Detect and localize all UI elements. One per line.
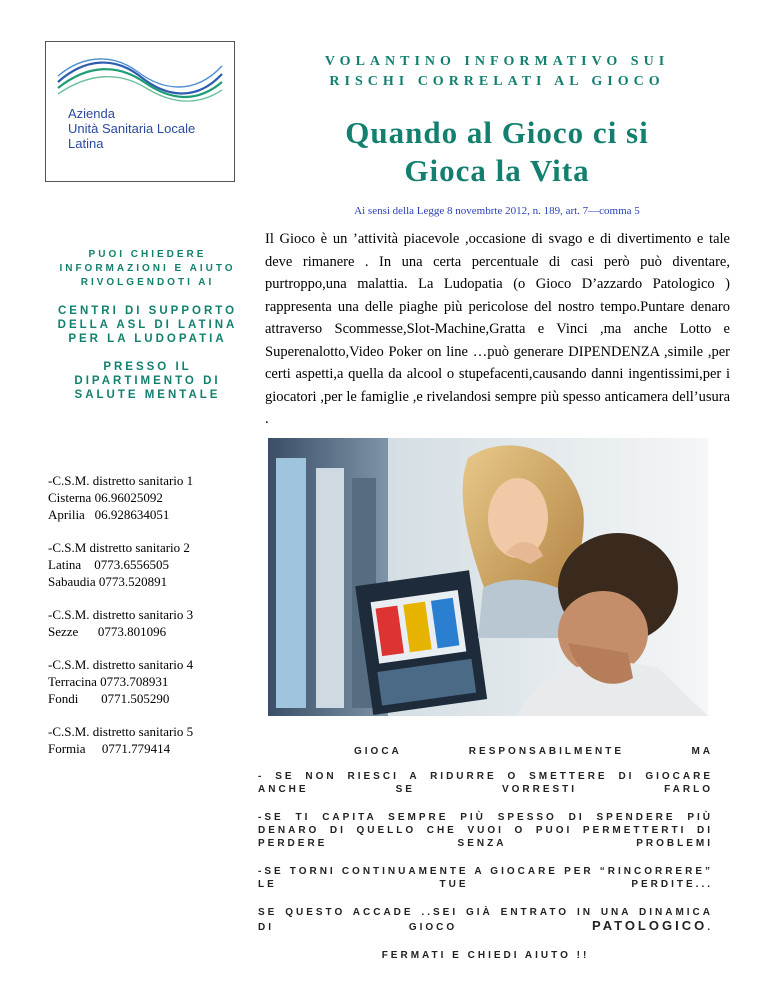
center-city: Sezze <box>48 624 79 639</box>
center-entry <box>48 489 258 506</box>
asl-logo <box>45 41 235 182</box>
page-title <box>262 114 732 190</box>
advice-final: FERMATI E CHIEDI AIUTO !! <box>381 950 590 961</box>
center-phone: 0773.520891 <box>98 574 168 589</box>
advice-item <box>258 906 713 934</box>
center-phone: 0773.6556505 <box>94 557 169 572</box>
slot-machine-photo <box>268 438 708 716</box>
center-title: -C.S.M distretto sanitario 2 <box>48 540 190 555</box>
intro-paragraph: Il Gioco è un ’attività piacevole ,occasione di svago e di divertimento e tale deve rimanere . In una certa percentuale di casi però può diventare, purtroppo,una malattia. La Ludopatia (o Gioco D’azzardo Patologico ) rappresenta una delle piaghe più pericolose del nostro tempo.Puntare denaro attraverso Scommesse,Slot-Machine,Gratta e Vinci ,ma anche Lotto e Superenalotto,Video Poker on line …può generare DIPENDENZA ,simile ,per certi aspetti,a quella da alcool o stupefacenti,causando danni ingentissimi,per i giocatori ,per le famiglie ,e rivelandosi sempre più spesso anticamera dell’usura . <box>265 231 730 427</box>
advice-heading: GIOCA RESPONSABILMENTE MA <box>354 746 713 757</box>
center-entry <box>48 673 258 690</box>
center-phone: 0771.505290 <box>101 691 170 706</box>
center-city: Cisterna <box>48 490 92 505</box>
center-city: Terracina <box>48 674 97 689</box>
wave-logo-icon <box>56 52 224 104</box>
advice-item-end: . <box>707 922 713 933</box>
center-district-2 <box>48 539 258 590</box>
logo-line: Unità Sanitaria Locale <box>68 121 196 136</box>
center-city: Sabaudia <box>48 574 96 589</box>
center-phone: 0771.779414 <box>101 741 171 756</box>
title-line: Quando al Gioco ci si <box>345 115 649 150</box>
center-district-5 <box>48 723 258 757</box>
logo-line: Latina <box>68 136 104 151</box>
center-phone: 0773.801096 <box>97 624 167 639</box>
center-entry <box>48 556 258 573</box>
center-title: -C.S.M. distretto sanitario 3 <box>48 607 194 622</box>
sidebar-centers: CENTRI DI SUPPORTO DELLA ASL DI LATINA PER LA LUDOPATIA <box>57 305 238 345</box>
kicker-line: VOLANTINO INFORMATIVO SUI <box>324 54 670 69</box>
center-city: Latina <box>48 557 82 572</box>
support-sidebar <box>45 248 250 416</box>
sidebar-intro: PUOI CHIEDERE INFORMAZIONI E AIUTO RIVOLGENDOTI AI <box>59 249 236 288</box>
center-title: -C.S.M. distretto sanitario 1 <box>48 473 194 488</box>
center-title: -C.S.M. distretto sanitario 4 <box>48 657 194 672</box>
logo-line: Azienda <box>68 106 115 121</box>
advice-item-text: SE QUESTO ACCADE ..SEI GIÀ ENTRATO IN UNA DINAMICA DI GIOCO <box>258 907 713 933</box>
center-entry <box>48 690 258 707</box>
center-district-3 <box>48 606 258 640</box>
center-district-4 <box>48 656 258 707</box>
center-city: Formia <box>48 741 86 756</box>
advice-section <box>258 745 713 962</box>
center-entry <box>48 740 258 757</box>
sidebar-department: PRESSO IL DIPARTIMENTO DI SALUTE MENTALE <box>74 361 221 401</box>
center-title: -C.S.M. distretto sanitario 5 <box>48 724 194 739</box>
advice-item: -SE TORNI CONTINUAMENTE A GIOCARE PER “RINCORRERE” LE TUE PERDITE... <box>258 866 713 890</box>
center-entry <box>48 506 258 523</box>
advice-item: - SE NON RIESCI A RIDURRE O SMETTERE DI GIOCARE ANCHE SE VORRESTI FARLO <box>258 771 713 795</box>
center-district-1 <box>48 472 258 523</box>
legal-reference: Ai sensi della Legge 8 novembrte 2012, n. 189, art. 7—comma 5 <box>354 205 640 217</box>
center-city: Fondi <box>48 691 79 706</box>
center-entry <box>48 573 258 590</box>
advice-emphasis: PATOLOGICO <box>591 918 708 933</box>
kicker-line: RISCHI CORRELATI AL GIOCO <box>329 74 665 89</box>
logo-text <box>68 106 195 151</box>
center-phone: 0773.708931 <box>100 674 169 689</box>
advice-item: -SE TI CAPITA SEMPRE PIÙ SPESSO DI SPENDERE PIÙ DENARO DI QUELLO CHE VUOI O PUOI PERMETTERTI DI PERDERE SENZA PROBLEMI <box>258 812 713 849</box>
support-centers-list <box>48 472 258 773</box>
center-city: Aprilia <box>48 507 85 522</box>
center-phone: 06.96025092 <box>94 490 163 505</box>
title-line: Gioca la Vita <box>404 153 590 188</box>
center-phone: 06.928634051 <box>94 507 170 522</box>
center-entry <box>48 623 258 640</box>
flyer-kicker <box>262 52 732 92</box>
